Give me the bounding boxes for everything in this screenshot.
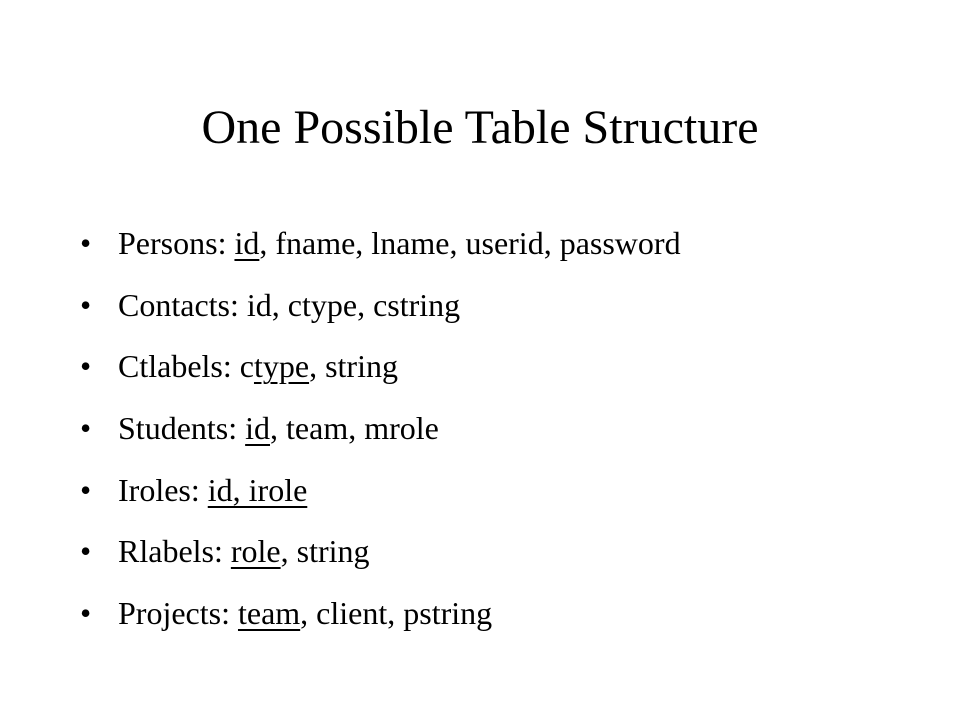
bullet-dot-icon: • [80,533,92,570]
bullet-text [118,462,307,518]
bullet-text [118,215,681,271]
bullet-segment: , string [280,533,370,570]
key-field: team [237,595,301,632]
bullet-dot-icon: • [80,595,92,632]
bullet-text [118,338,398,394]
bullet-dot-icon: • [80,410,92,447]
bullet-text [118,585,492,641]
bullet-segment: , fname, lname, userid, password [259,225,681,261]
bullet-dot-icon: • [80,225,92,261]
bullet-segment: Persons: [118,225,235,261]
bullet-text [118,277,460,333]
slide-title: One Possible Table Structure [201,101,759,154]
bullet-segment: , client, pstring [300,595,493,632]
bullet-segment: Iroles: [118,471,208,508]
bullet-segment: Contacts: id, ctype, cstring [118,286,461,323]
key-field: id [234,225,260,261]
bullet-dot-icon: • [80,286,92,323]
bullet-segment: Projects: [118,595,238,632]
bullet-text [118,523,370,579]
bullet-segment: Ctlabels: c [118,348,254,385]
key-field: id [245,410,271,447]
key-field: id, irole [207,471,308,508]
key-field: type [253,348,310,385]
bullet-segment: , team, mrole [270,410,439,447]
bullet-dot-icon: • [80,471,92,508]
bullet-dot-icon: • [80,348,92,385]
bullet-text [118,400,439,456]
bullet-segment: , string [309,348,398,385]
key-field: role [230,533,281,570]
bullet-segment: Students: [118,410,246,447]
bullet-segment: Rlabels: [118,533,231,570]
